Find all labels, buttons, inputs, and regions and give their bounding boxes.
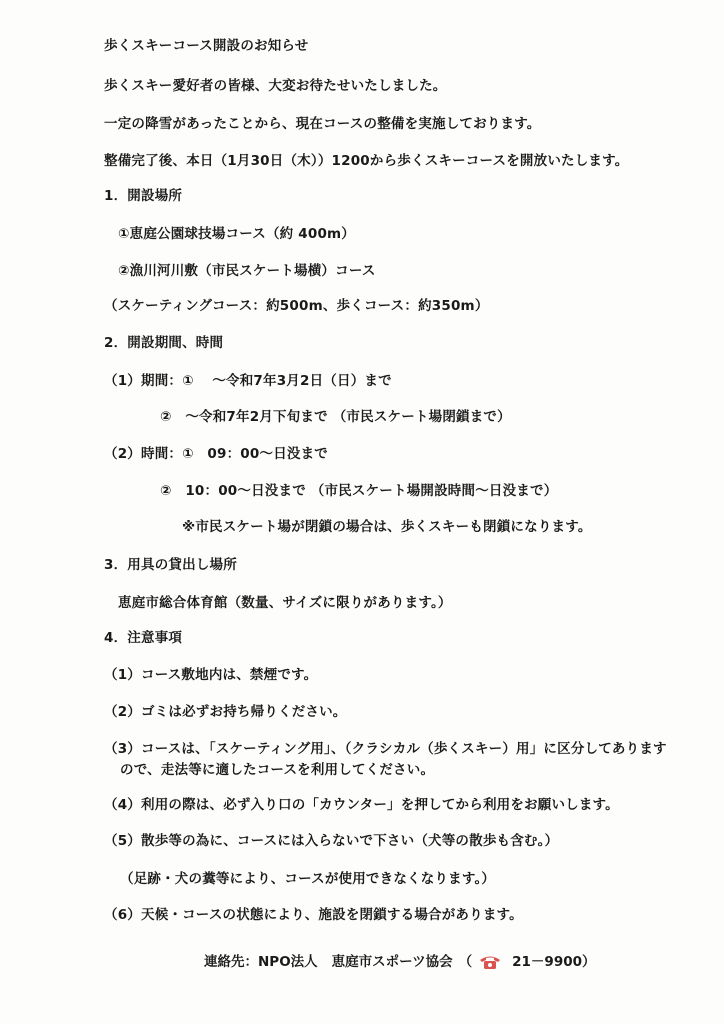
notice-title: 歩くスキーコース開設のお知らせ	[104, 38, 309, 54]
caution-item-3: （3）コースは、「スケーティング用」、（クラシカル（歩くスキー）用」に区分してあります	[104, 741, 667, 757]
phone-number: 21－9900）	[512, 954, 596, 970]
section-3-heading: 3．用具の貸出し場所	[104, 557, 237, 573]
section-2-heading: 2．開設期間、時間	[104, 335, 224, 351]
intro-line-1: 歩くスキー愛好者の皆様、大変お待たせいたしました。	[104, 78, 447, 94]
rental-location: 恵庭市総合体育館（数量、サイズに限りがあります。）	[118, 595, 452, 611]
caution-item-2: （2）ゴミは必ずお持ち帰りください。	[104, 704, 347, 720]
location-note: （スケーティングコース：約500m、歩くコース：約350m）	[104, 298, 489, 314]
telephone-icon	[478, 954, 502, 970]
caution-item-6: （6）天候・コースの状態により、施設を閉鎖する場合があります。	[104, 907, 523, 923]
caution-item-3-continued: ので、走法等に適したコースを利用してください。	[120, 762, 435, 778]
time-line-1: （2）時間：① 09：00～日没まで	[104, 446, 328, 462]
period-line-2: ② ～令和7年2月下旬まで （市民スケート場閉鎖まで）	[160, 409, 511, 425]
location-item-1: ①恵庭公園球技場コース（約 400m）	[118, 226, 356, 242]
contact-label: 連絡先：NPO法人	[204, 954, 318, 970]
section-1-heading: 1．開設場所	[104, 188, 183, 204]
caution-item-4: （4）利用の際は、必ず入り口の「カウンター」を押してから利用をお願いします。	[104, 797, 619, 813]
caution-item-5-note: （足跡・犬の糞等により、コースが使用できなくなります。）	[120, 871, 496, 887]
intro-line-3: 整備完了後、本日（1月30日（木））1200から歩くスキーコースを開放いたします。	[104, 153, 629, 169]
caution-item-5: （5）散歩等の為に、コースには入らないで下さい（犬等の散歩も含む。）	[104, 833, 559, 849]
contact-organization: 恵庭市スポーツ協会	[331, 954, 453, 970]
section-4-heading: 4．注意事項	[104, 630, 183, 646]
period-line-1: （1）期間：① ～令和7年3月2日（日）まで	[104, 373, 392, 389]
caution-item-1: （1）コース敷地内は、禁煙です。	[104, 667, 318, 683]
closure-note: ※市民スケート場が閉鎖の場合は、歩くスキーも閉鎖になります。	[182, 519, 592, 535]
contact-line	[204, 953, 596, 971]
intro-line-2: 一定の降雪があったことから、現在コースの整備を実施しております。	[104, 116, 541, 132]
location-item-2: ②漁川河川敷（市民スケート場横）コース	[118, 263, 376, 279]
time-line-2: ② 10：00～日没まで （市民スケート場開設時間～日没まで）	[160, 483, 558, 499]
phone-paren-open: （	[458, 954, 473, 970]
